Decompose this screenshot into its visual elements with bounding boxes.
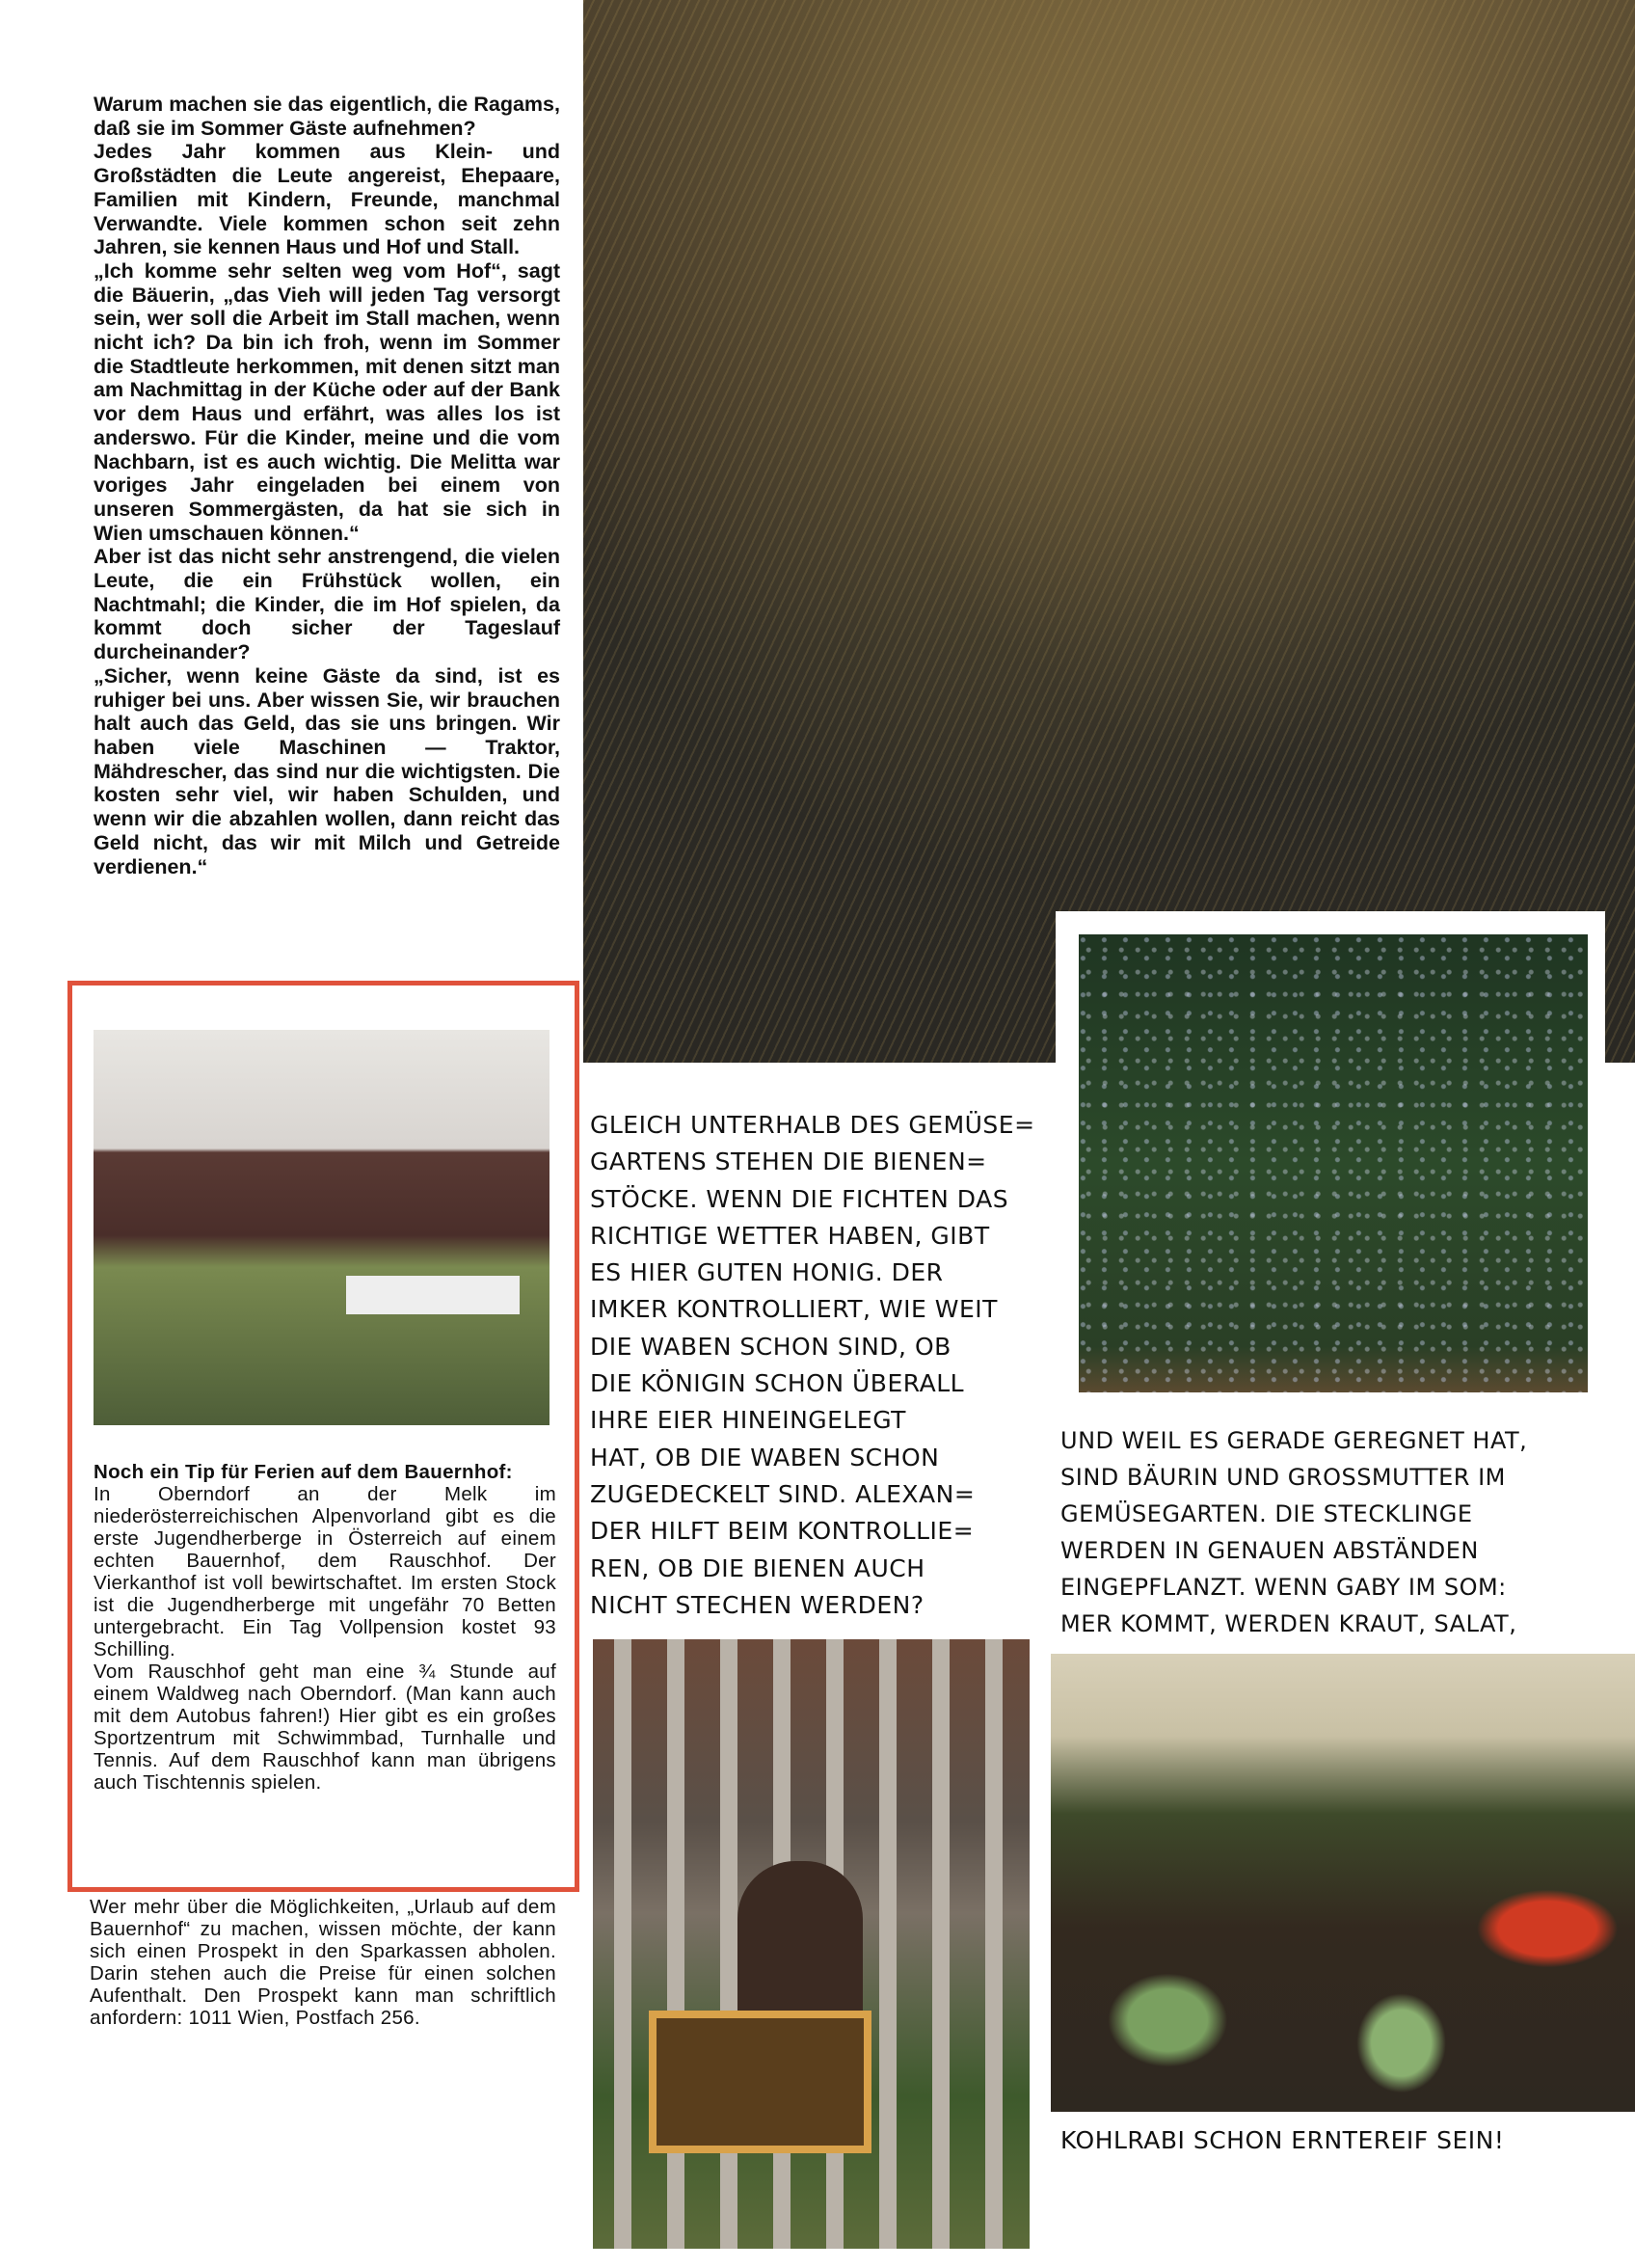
photo-flowers-inset bbox=[1056, 911, 1605, 1410]
info-text: Wer mehr über die Möglichkeiten, „Urlaub auf dem Bauernhof“ zu machen, wissen möchte, der kann sich einen Prospekt in den Sparkassen abholen. Darin stehen auch die Preise für einen solchen Aufenthalt. Den Prospekt kann man schriftlich anfordern: 1011 Wien, Postfach 256. bbox=[90, 1896, 556, 2029]
quote-1: „Ich komme sehr selten weg vom Hof“, sagt die Bäuerin, „das Vieh will jeden Tag versorgt sein, wer soll die Arbeit im Stall machen, wenn nicht ich? Da bin ich froh, wenn im Sommer die Stadtleute herkommen, mit denen sitzt man am Nachmittag in der Küche oder auf der Bank vor dem Haus und erfährt, was alles los ist anderswo. Für die Kinder, meine und die vom Nachbarn, ist es auch wichtig. Die Melitta war voriges Jahr eingeladen bei einem von unseren Sommergästen, da hat sie sich in Wien umschauen können.“ bbox=[94, 258, 560, 545]
photo-farmhouse bbox=[94, 1030, 549, 1425]
caption-line: GEMÜSEGARTEN. DIE STECKLINGE bbox=[1060, 1500, 1473, 1527]
question-1: Warum machen sie das eigentlich, die Ragams, daß sie im Sommer Gäste aufnehmen? bbox=[94, 93, 560, 140]
photo-boy-with-honeycomb bbox=[593, 1639, 1030, 2249]
tip-box-text bbox=[94, 1461, 556, 1794]
tip-heading: Noch ein Tip für Ferien auf dem Bauernhof: bbox=[94, 1461, 513, 1483]
photo-straw-and-soil bbox=[583, 0, 1635, 1063]
caption-line: STÖCKE. WENN DIE FICHTEN DAS bbox=[590, 1184, 1009, 1213]
caption-line: DIE KÖNIGIN SCHON ÜBERALL bbox=[590, 1369, 965, 1398]
caption-line: HAT, OB DIE WABEN SCHON bbox=[590, 1443, 940, 1472]
caption-garden bbox=[1060, 1422, 1527, 1642]
caption-line: DER HILFT BEIM KONTROLLIE= bbox=[590, 1517, 975, 1546]
caption-line: IMKER KONTROLLIERT, WIE WEIT bbox=[590, 1295, 998, 1324]
caption-line: RICHTIGE WETTER HABEN, GIBT bbox=[590, 1221, 990, 1250]
caption-line: IHRE EIER HINEINGELEGT bbox=[590, 1406, 906, 1435]
caption-bees bbox=[590, 1107, 1035, 1624]
caption-line: REN, OB DIE BIENEN AUCH bbox=[590, 1553, 925, 1582]
caption-line: ZUGEDECKELT SIND. ALEXAN= bbox=[590, 1479, 976, 1508]
tip-paragraph: Vom Rauschhof geht man eine ¾ Stunde auf einem Waldweg nach Oberndorf. (Man kann auch mit dem Autobus fahren!) Hier gibt es ein großes Sportzentrum mit Schwimmbad, Turnhalle und Tennis. Auf dem Rauschhof kann man übrigens auch Tischtennis spielen. bbox=[94, 1660, 556, 1794]
quote-2: „Sicher, wenn keine Gäste da sind, ist es ruhiger bei uns. Aber wissen Sie, wir brauchen halt auch das Geld, das sie uns bringen. Wir haben viele Maschinen — Traktor, Mähdrescher, das sind nur die wichtigsten. Die kosten sehr viel, wir haben Schulden, und wenn wir die abzahlen wollen, dann reicht das Geld nicht, das wir mit Milch und Getreide verdienen.“ bbox=[94, 663, 560, 878]
caption-line: EINGEPFLANZT. WENN GABY IM SOM: bbox=[1060, 1574, 1507, 1601]
caption-line: WERDEN IN GENAUEN ABSTÄNDEN bbox=[1060, 1537, 1479, 1564]
question-2: Aber ist das nicht sehr anstrengend, die vielen Leute, die ein Frühstück wollen, ein Nachtmahl; die Kinder, die im Hof spielen, da kommt doch sicher der Tageslauf durcheinander? bbox=[94, 545, 560, 664]
tip-paragraph: In Oberndorf an der Melk im niederösterreichischen Alpenvorland gibt es die erste Jugendherberge in Österreich auf einem echten Bauernhof, dem Rauschhof. Der Vierkanthof ist voll bewirtschaftet. Im ersten Stock ist die Jugendherberge mit ungefähr 70 Betten untergebracht. Ein Tag Vollpension kostet 93 Schilling. bbox=[94, 1483, 556, 1660]
caption-line: ES HIER GUTEN HONIG. DER bbox=[590, 1258, 944, 1287]
caption-line: NICHT STECHEN WERDEN? bbox=[590, 1590, 925, 1619]
interview-text bbox=[94, 93, 560, 878]
caption-line: SIND BÄURIN UND GROSSMUTTER IM bbox=[1060, 1464, 1506, 1491]
caption-line: GLEICH UNTERHALB DES GEMÜSE= bbox=[590, 1111, 1035, 1139]
answer-1: Jedes Jahr kommen aus Klein- und Großstädten die Leute angereist, Ehepaare, Familien mit Kindern, Freunde, manchmal Verwandte. Viele kommen schon seit zehn Jahren, sie kennen Haus und Hof und Stall. bbox=[94, 140, 560, 259]
caption-line: DIE WABEN SCHON SIND, OB bbox=[590, 1332, 952, 1361]
caption-garden-end: KOHLRABI SCHON ERNTEREIF SEIN! bbox=[1060, 2126, 1505, 2154]
photo-vegetable-garden bbox=[1051, 1654, 1635, 2112]
caption-line: UND WEIL ES GERADE GEREGNET HAT, bbox=[1060, 1427, 1528, 1454]
caption-line: GARTENS STEHEN DIE BIENEN= bbox=[590, 1148, 987, 1176]
caption-line: MER KOMMT, WERDEN KRAUT, SALAT, bbox=[1060, 1610, 1517, 1637]
